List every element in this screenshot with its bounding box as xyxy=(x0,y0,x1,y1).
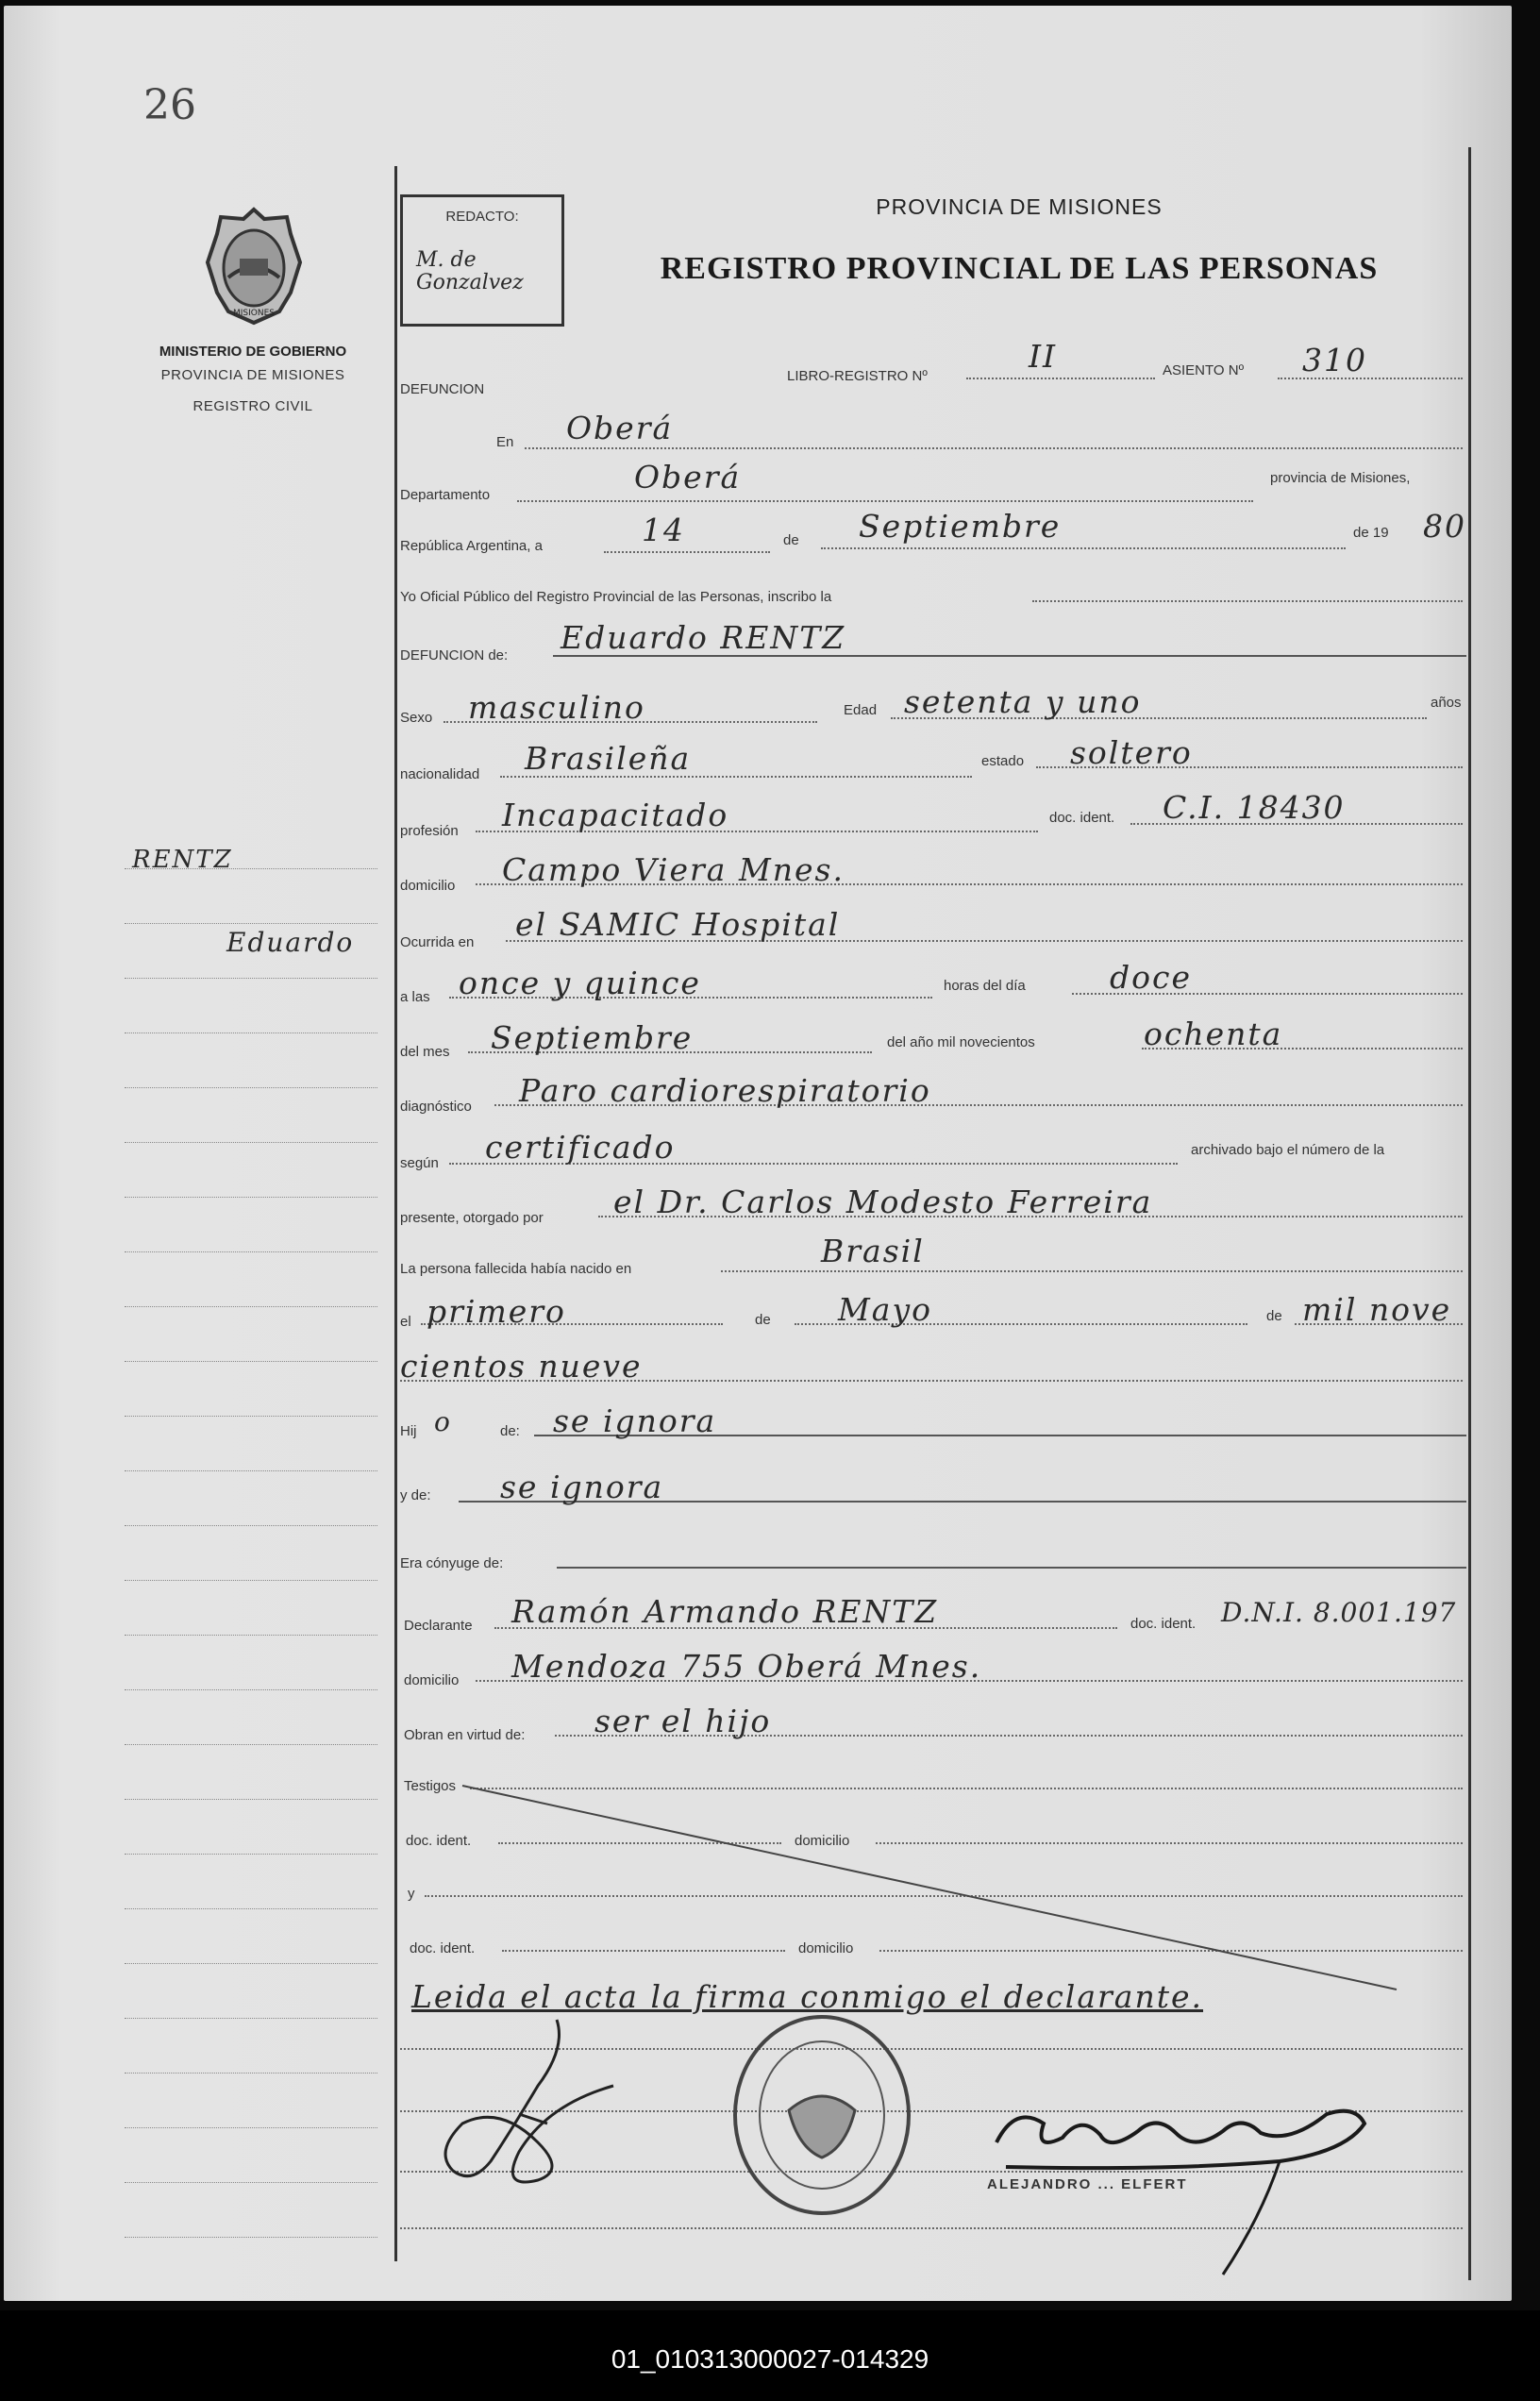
ano-value: ochenta xyxy=(1144,1016,1283,1052)
libro-label: LIBRO-REGISTRO Nº xyxy=(787,368,928,384)
profesion-doc-label: doc. ident. xyxy=(1049,810,1115,826)
province-label: PROVINCIA DE MISIONES xyxy=(160,367,345,383)
form-left-rule xyxy=(394,166,397,2261)
oficial-text: Yo Oficial Público del Registro Provincial de las Personas, inscribo la xyxy=(400,589,832,605)
asiento-value: 310 xyxy=(1302,342,1367,378)
margin-rule-line xyxy=(125,1854,377,1855)
redacto-label: REDACTO: xyxy=(445,209,519,225)
ano-nacimiento-b: cientos nueve xyxy=(400,1348,643,1385)
profesion-doc-value: C.I. 18430 xyxy=(1163,789,1346,826)
margin-given-name: Eduardo xyxy=(226,927,355,958)
margin-rule-line xyxy=(125,1087,377,1088)
hijo-de-label: de: xyxy=(500,1423,520,1439)
madre-value: se ignora xyxy=(500,1469,664,1505)
mes-value: Septiembre xyxy=(491,1019,694,1056)
official-stamp-text: ALEJANDRO ... ELFERT xyxy=(987,2176,1188,2192)
closing-statement: Leida el acta la firma conmigo el declarante. xyxy=(411,1978,1204,2015)
hora-value: once y quince xyxy=(459,965,701,1001)
conyuge-label: Era cónyuge de: xyxy=(400,1555,504,1571)
dom2-label: domicilio xyxy=(798,1940,854,1956)
margin-rule-line xyxy=(125,978,377,979)
en-label: En xyxy=(496,434,514,450)
nacido-label: La persona fallecida había nacido en xyxy=(400,1261,632,1277)
sexo-value: masculino xyxy=(468,689,645,726)
archivado-label: archivado bajo el número de la xyxy=(1191,1142,1385,1158)
fecha-label: República Argentina, a xyxy=(400,538,543,554)
provincia-label: provincia de Misiones, xyxy=(1270,470,1411,486)
margin-rule-line xyxy=(125,1963,377,1964)
declarante-doc-value: D.N.I. 8.001.197 xyxy=(1221,1597,1457,1628)
dia-label: horas del día xyxy=(944,978,1026,994)
dom-decl-value: Mendoza 755 Oberá Mnes. xyxy=(511,1648,982,1685)
en-value: Oberá xyxy=(566,410,674,446)
ano-nacimiento-a: mil nove xyxy=(1302,1291,1452,1328)
libro-value: II xyxy=(1029,338,1058,375)
margin-rule-line xyxy=(125,1635,377,1636)
el-label: el xyxy=(400,1314,411,1330)
hijo-o: o xyxy=(434,1406,452,1437)
registry-label: REGISTRO CIVIL xyxy=(192,398,313,414)
provincial-seal-icon xyxy=(204,206,304,327)
margin-rule-line xyxy=(125,1416,377,1417)
testigos-label: Testigos xyxy=(404,1778,457,1794)
obran-value: ser el hijo xyxy=(594,1703,772,1739)
ocurrida-value: el SAMIC Hospital xyxy=(515,906,841,943)
registry-heading: REGISTRO PROVINCIAL DE LAS PERSONAS xyxy=(660,251,1379,286)
margin-rule-line xyxy=(125,2127,377,2128)
edad-value: setenta y uno xyxy=(904,683,1142,720)
margin-rule-line xyxy=(125,2182,377,2183)
margin-rule-line xyxy=(125,1689,377,1690)
asiento-label: ASIENTO Nº xyxy=(1163,362,1245,378)
profesion-value: Incapacitado xyxy=(502,797,729,833)
y-label: y xyxy=(408,1886,415,1902)
dia-value: doce xyxy=(1110,959,1193,996)
margin-rule-line xyxy=(125,2018,377,2019)
y-de-label: y de: xyxy=(400,1487,431,1503)
dom1-label: domicilio xyxy=(795,1833,850,1849)
deceased-name: Eduardo RENTZ xyxy=(561,619,846,656)
redacto-box xyxy=(400,194,564,327)
margin-rule-line xyxy=(125,1744,377,1745)
declarante-label: Declarante xyxy=(404,1618,473,1634)
departamento-value: Oberá xyxy=(634,459,742,495)
doc2-label: doc. ident. xyxy=(410,1940,476,1956)
declarante-value: Ramón Armando RENTZ xyxy=(511,1593,939,1630)
margin-rule-line xyxy=(125,923,377,924)
fecha-day: 14 xyxy=(642,512,685,548)
province-heading: PROVINCIA DE MISIONES xyxy=(876,194,1163,219)
margin-rule-line xyxy=(125,1197,377,1198)
presente-value: el Dr. Carlos Modesto Ferreira xyxy=(613,1184,1153,1220)
fecha-month: Septiembre xyxy=(859,508,1062,545)
segun-value: certificado xyxy=(485,1129,676,1166)
document-id: 01_010313000027-014329 xyxy=(611,2344,929,2374)
mes-nacimiento: Mayo xyxy=(838,1291,932,1328)
margin-rule-line xyxy=(125,2073,377,2074)
margin-rule-line xyxy=(125,1361,377,1362)
margin-rule-line xyxy=(125,1142,377,1143)
ano-label: del año mil novecientos xyxy=(887,1034,1035,1050)
ministry-label: MINISTERIO DE GOBIERNO xyxy=(159,344,347,360)
diagnostico-label: diagnóstico xyxy=(400,1099,472,1115)
dia-nacimiento: primero xyxy=(427,1293,566,1330)
margin-rule-line xyxy=(125,1470,377,1471)
fecha-de-label: de xyxy=(783,532,799,548)
margin-rule-line xyxy=(125,1306,377,1307)
official-seal-stamp xyxy=(723,2006,921,2224)
estado-value: soltero xyxy=(1070,734,1193,771)
segun-label: según xyxy=(400,1155,439,1171)
declarant-signature xyxy=(425,2010,632,2190)
fecha-year-label: de 19 xyxy=(1353,525,1389,541)
defuncion-de-label: DEFUNCION de: xyxy=(400,647,509,663)
padre-value: se ignora xyxy=(553,1402,717,1439)
margin-rule-line xyxy=(125,1580,377,1581)
nacionalidad-label: nacionalidad xyxy=(400,766,480,782)
anos-label: años xyxy=(1431,695,1462,711)
dom-decl-label: domicilio xyxy=(404,1672,460,1688)
mes-label: del mes xyxy=(400,1044,450,1060)
margin-rule-line xyxy=(125,2237,377,2238)
estado-label: estado xyxy=(981,753,1025,769)
fecha-year: 80 xyxy=(1423,508,1466,545)
nacionalidad-value: Brasileña xyxy=(525,740,692,777)
sexo-label: Sexo xyxy=(400,710,433,726)
seal-text: MISIONES xyxy=(232,309,276,318)
declarante-doc-label: doc. ident. xyxy=(1130,1616,1197,1632)
margin-rule-line xyxy=(125,1525,377,1526)
profesion-label: profesión xyxy=(400,823,459,839)
margin-surname: RENTZ xyxy=(132,846,233,874)
el-de1-label: de xyxy=(755,1312,771,1328)
el-de2-label: de xyxy=(1266,1308,1282,1324)
redacto-value: M. de Gonzalvez xyxy=(416,248,524,294)
margin-rule-line xyxy=(125,1799,377,1800)
nacido-value: Brasil xyxy=(821,1233,925,1269)
margin-rule-line xyxy=(125,1908,377,1909)
doc1-label: doc. ident. xyxy=(406,1833,472,1849)
presente-label: presente, otorgado por xyxy=(400,1210,544,1226)
departamento-label: Departamento xyxy=(400,487,491,503)
official-signature xyxy=(978,2086,1383,2303)
act-type-label: DEFUNCION xyxy=(400,381,485,397)
obran-label: Obran en virtud de: xyxy=(404,1727,526,1743)
form-right-rule xyxy=(1468,147,1471,2280)
cancel-stroke xyxy=(453,1774,1415,2001)
edad-label: Edad xyxy=(844,702,878,718)
margin-rule-line xyxy=(125,1251,377,1252)
hijo-label: Hij xyxy=(400,1423,417,1439)
domicilio-label: domicilio xyxy=(400,878,456,894)
diagnostico-value: Paro cardiorespiratorio xyxy=(519,1072,931,1109)
hora-label: a las xyxy=(400,989,430,1005)
domicilio-value: Campo Viera Mnes. xyxy=(502,851,845,888)
page-number: 26 xyxy=(143,81,196,129)
ocurrida-label: Ocurrida en xyxy=(400,934,475,950)
